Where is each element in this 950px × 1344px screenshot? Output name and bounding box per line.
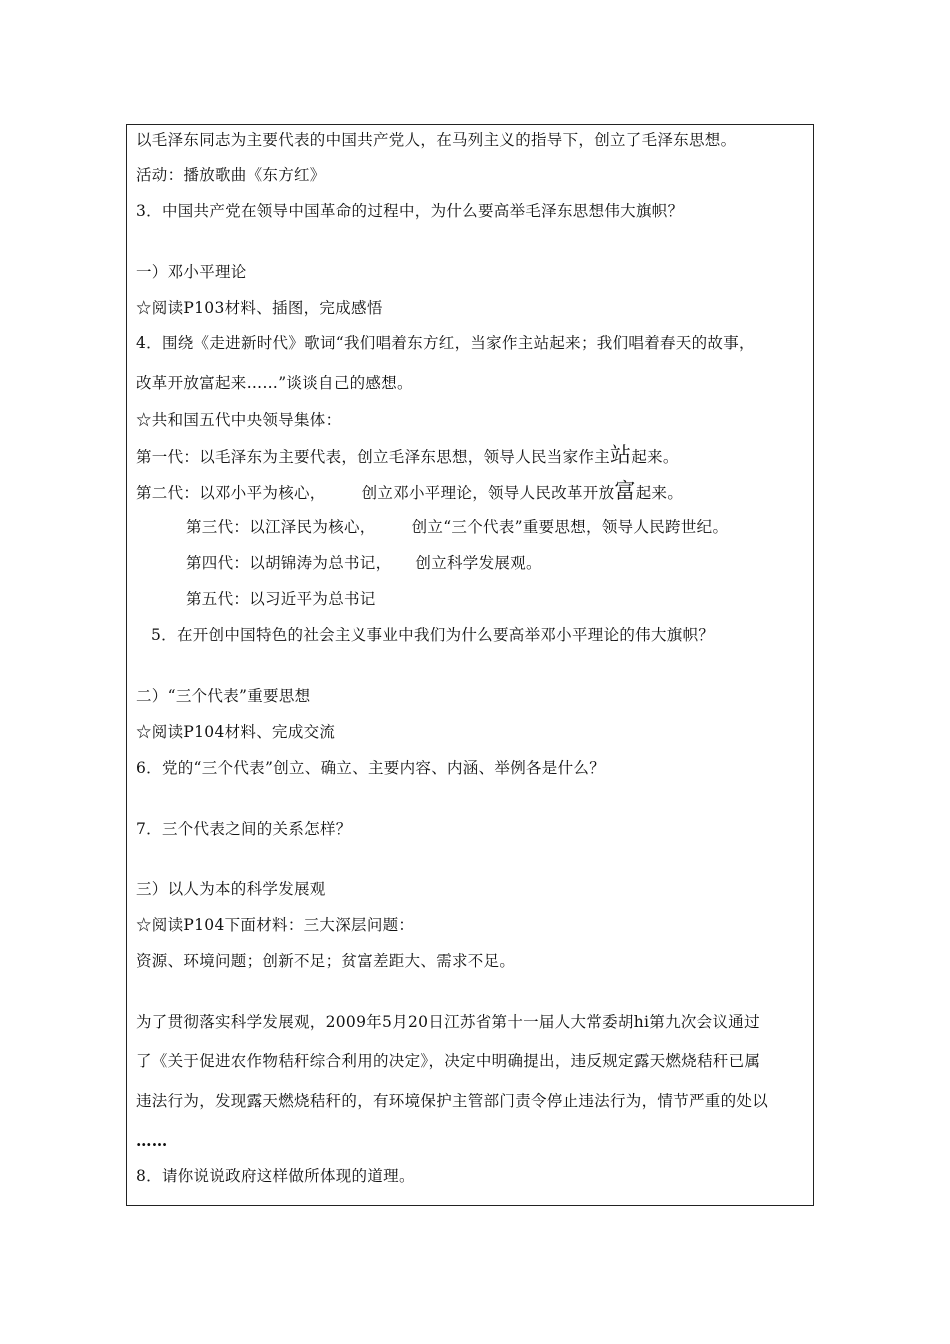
- question-5: 5．在开创中国特色的社会主义事业中我们为什么要高举邓小平理论的伟大旗帜？: [151, 626, 715, 644]
- generation-3-line: 第三代：以江泽民为核心， 创立“三个代表”重要思想，领导人民跨世纪。: [186, 518, 729, 536]
- activity-line: 活动：播放歌曲《东方红》: [136, 166, 326, 184]
- question-4-line-2: 改革开放富起来……”谈谈自己的感想。: [136, 374, 413, 392]
- generation-2-line: 第二代：以邓小平为核心， 创立邓小平理论，领导人民改革开放富起来。: [136, 479, 684, 503]
- reading-note-3: ☆阅读P104下面材料：三大深层问题：: [136, 916, 415, 934]
- paragraph-line-1: 为了贯彻落实科学发展观，2009年5月20日江苏省第十一届人大常委胡hi第九次会议通过: [136, 1013, 760, 1031]
- question-4-line-1: 4．围绕《走进新时代》歌词“我们唱着东方红，当家作主站起来；我们唱着春天的故事，: [136, 334, 755, 352]
- section-heading-2: 二）“三个代表”重要思想: [136, 687, 311, 705]
- generation-5-line: 第五代：以习近平为总书记: [186, 590, 376, 608]
- paragraph-line-4: ……: [136, 1131, 168, 1150]
- five-generations-heading: ☆共和国五代中央领导集体：: [136, 411, 342, 429]
- reading-note-1: ☆阅读P103材料、插图，完成感悟: [136, 299, 383, 317]
- emphasized-character: 站: [610, 443, 632, 467]
- question-6: 6．党的“三个代表”创立、确立、主要内容、内涵、举例各是什么？: [136, 759, 606, 777]
- generation-1-line: 第一代：以毛泽东为主要代表，创立毛泽东思想，领导人民当家作主站起来。: [136, 443, 679, 467]
- generation-4-line: 第四代：以胡锦涛为总书记， 创立科学发展观。: [186, 554, 542, 572]
- paragraph-line-2: 了《关于促进农作物秸秆综合利用的决定》，决定中明确提出，违反规定露天燃烧秸秆已属: [136, 1052, 761, 1070]
- reading-note-2: ☆阅读P104材料、完成交流: [136, 723, 336, 741]
- emphasized-character: 富: [614, 479, 636, 503]
- issues-line: 资源、环境问题；创新不足；贫富差距大、需求不足。: [136, 952, 516, 970]
- paragraph-line-3: 违法行为，发现露天燃烧秸秆的，有环境保护主管部门责令停止违法行为，情节严重的处以: [136, 1092, 769, 1110]
- section-heading-1: 一）邓小平理论: [136, 263, 247, 281]
- content-table-cell: [126, 124, 814, 1206]
- section-heading-3: 三）以人为本的科学发展观: [136, 880, 326, 898]
- question-8: 8．请你说说政府这样做所体现的道理。: [136, 1167, 415, 1185]
- text-line: 以毛泽东同志为主要代表的中国共产党人，在马列主义的指导下，创立了毛泽东思想。: [136, 131, 737, 149]
- question-3: 3．中国共产党在领导中国革命的过程中，为什么要高举毛泽东思想伟大旗帜？: [136, 202, 684, 220]
- question-7: 7．三个代表之间的关系怎样？: [136, 820, 352, 838]
